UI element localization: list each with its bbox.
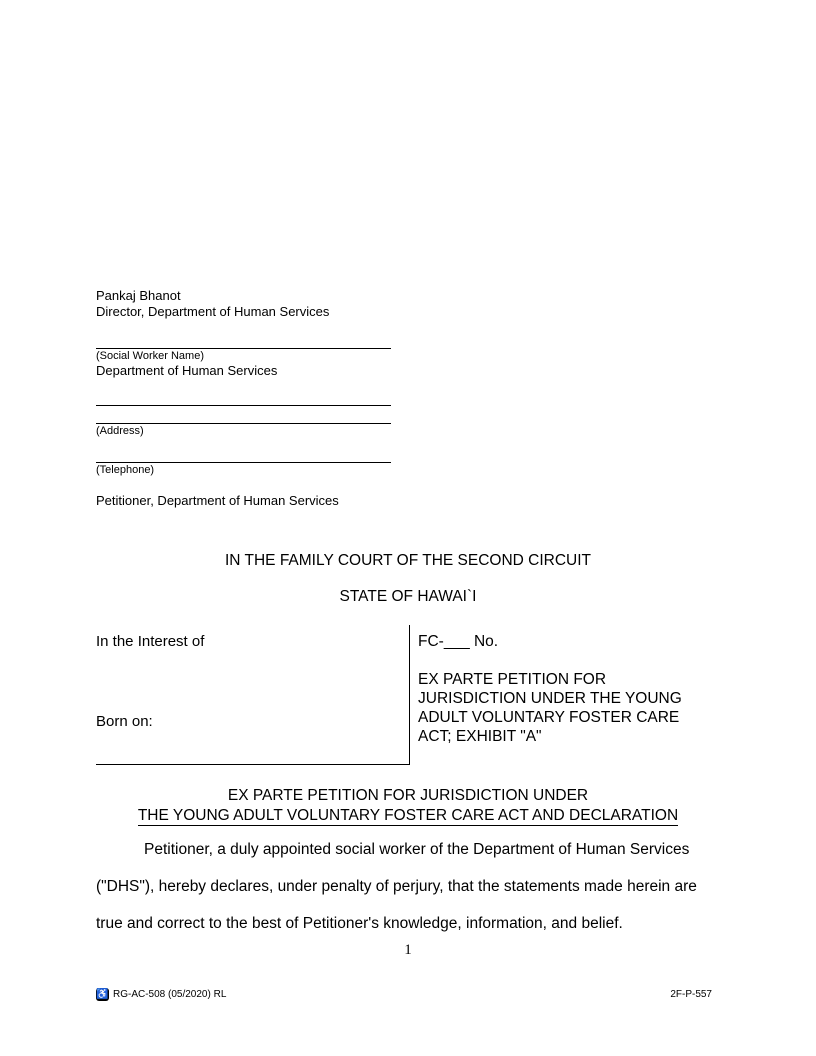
page-number: 1 [404,942,412,958]
document-title [0,786,816,825]
petition-caption-line: ACT; EXHIBIT "A" [418,728,542,745]
court-state: STATE OF HAWAI`I [339,588,477,605]
case-number: FC-___ No. [418,633,499,650]
telephone-label: (Telephone) [96,463,155,476]
director-name: Pankaj Bhanot [96,288,181,303]
footer-left [96,988,226,1001]
document-title-line2: THE YOUNG ADULT VOLUNTARY FOSTER CARE ACT AND DECLARATION [137,806,679,824]
petition-caption-line: ADULT VOLUNTARY FOSTER CARE [418,709,680,726]
petition-caption-line: JURISDICTION UNDER THE YOUNG [418,690,682,707]
director-title: Director, Department of Human Services [96,303,330,319]
case-caption [96,625,722,765]
social-worker-name-label: (Social Worker Name) [96,350,204,362]
petition-caption-title [418,670,718,746]
petitioner-letterhead [96,288,391,508]
telephone-line [96,438,391,463]
declaration-paragraph [96,831,736,942]
caption-left-cell [96,625,410,765]
declaration-line: ("DHS"), hereby declares, under penalty of perjury, that the statements made herein are [96,878,697,895]
address-line-1 [96,379,391,406]
petitioner-designation: Petitioner, Department of Human Services [96,492,339,508]
in-the-interest-label: In the Interest of [96,633,205,650]
born-on-label: Born on: [96,713,153,730]
declaration-line: true and correct to the best of Petitioner's knowledge, information, and belief. [96,915,623,932]
court-name: IN THE FAMILY COURT OF THE SECOND CIRCUIT [224,552,592,569]
court-heading [0,552,816,605]
document-title-line2-wrap [0,806,816,826]
page-footer [96,988,712,1001]
document-code: 2F-P-557 [670,989,712,1000]
form-number: RG-AC-508 (05/2020) RL [113,989,227,1000]
accessibility-icon: ♿ [96,989,109,1000]
department-text: Department of Human Services [96,363,278,378]
caption-right-cell [410,625,722,765]
social-worker-name-line [96,319,391,349]
address-label: (Address) [96,424,144,437]
petition-caption-line: EX PARTE PETITION FOR [418,671,607,688]
address-line-2 [96,406,391,424]
document-title-line1: EX PARTE PETITION FOR JURISDICTION UNDER [227,787,589,804]
declaration-line: Petitioner, a duly appointed social worker of the Department of Human Services [144,841,690,858]
